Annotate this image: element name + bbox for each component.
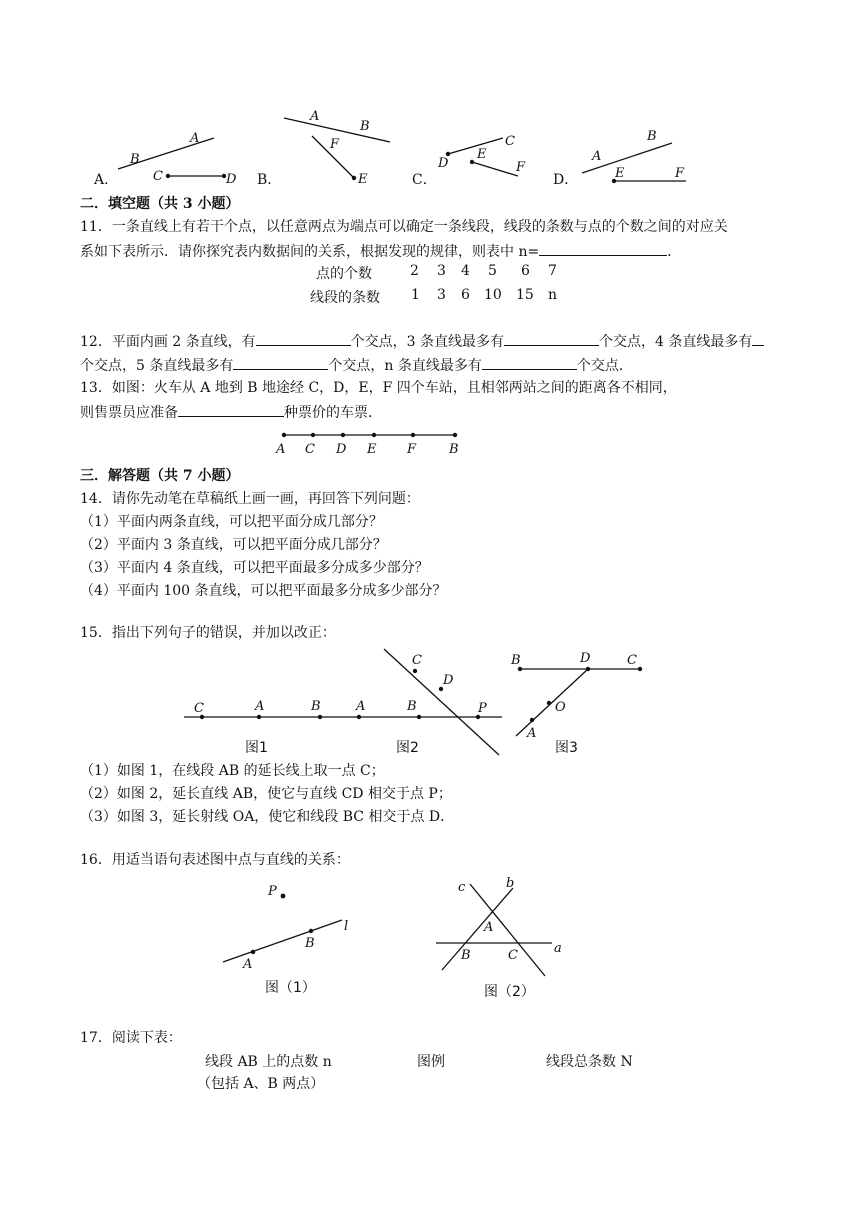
q14-item: （1）平面内两条直线，可以把平面分成几部分？	[80, 514, 383, 530]
q14-item: （2）平面内 3 条直线，可以把平面分成几部分？	[80, 537, 387, 553]
q15-item: （1）如图 1，在线段 AB 的延长线上取一点 C；	[80, 763, 385, 779]
option-a-label-c: C	[153, 169, 163, 184]
q11-row2-value: 10	[484, 287, 502, 303]
line-b	[442, 888, 513, 970]
svg-text:C: C	[508, 948, 518, 963]
q13-line1: 13．如图：火车从 A 地到 B 地途经 C，D，E，F 四个车站，且相邻两站之间的距离各不相同，	[80, 380, 677, 396]
q14-item: （4）平面内 100 条直线，可以把平面最多分成多少部分？	[80, 583, 447, 599]
fig3-caption: 图3	[555, 740, 578, 756]
q16-intro: 16．用适当语句表述图中点与直线的关系：	[80, 852, 350, 868]
svg-text:B: B	[305, 936, 315, 951]
q12-blank-5[interactable]	[482, 355, 577, 370]
svg-text:A: A	[484, 920, 494, 935]
svg-text:l: l	[344, 919, 349, 934]
fig2-caption: 图2	[396, 740, 419, 756]
station-label: D	[336, 442, 347, 457]
q11-row2-value: 3	[437, 287, 446, 303]
station-label: F	[407, 442, 417, 457]
q17-header-figure: 图例	[417, 1054, 445, 1070]
q11-row1-value: 3	[437, 263, 446, 279]
svg-text:O: O	[555, 700, 566, 715]
q11-line1: 11．一条直线上有若干个点，以任意两点为端点可以确定一条线段，线段的条数与点的个数之间的对应关	[80, 219, 728, 235]
option-d-label-a: A	[592, 149, 602, 164]
option-c-ray-dc	[448, 138, 503, 154]
section-2-heading: 二．填空题（共 3 小题）	[80, 196, 240, 212]
q17-header-total: 线段总条数 N	[546, 1054, 633, 1070]
svg-text:P: P	[268, 884, 277, 899]
option-d-label-f: F	[675, 166, 685, 181]
q14-intro: 14．请你先动笔在草稿纸上画一画，再回答下列问题：	[80, 491, 420, 507]
q11-answer-blank[interactable]	[539, 241, 667, 256]
q11-row1-value: 4	[461, 263, 470, 279]
option-b-label-e: E	[358, 172, 368, 187]
q11-row1-value: 5	[488, 263, 497, 279]
q11-row1-label: 点的个数	[316, 266, 372, 282]
station-label: E	[367, 442, 377, 457]
svg-text:b: b	[506, 876, 515, 891]
q13-station-line	[0, 425, 860, 461]
q11-row1-value: 7	[548, 263, 557, 279]
fig1-caption: 图1	[245, 740, 268, 756]
q12-blank-1[interactable]	[256, 331, 351, 346]
q17-header-n: 线段 AB 上的点数 n	[205, 1054, 332, 1070]
option-b-point-e	[352, 176, 356, 180]
option-c-label-d: D	[438, 156, 449, 171]
option-b: B．	[257, 172, 282, 188]
svg-text:D: D	[580, 651, 591, 666]
q16-figures	[0, 870, 860, 980]
option-d-label-b: B	[647, 129, 657, 144]
option-c-ray-ef	[472, 162, 518, 176]
q11-row1-value: 2	[410, 263, 419, 279]
svg-text:c: c	[458, 880, 466, 895]
q11-line2: 系如下表所示．请你探究表内数据间的关系，根据发现的规律，则表中 n= ．	[80, 241, 681, 262]
q11-row2-label: 线段的条数	[310, 290, 380, 306]
section-3-heading: 三．解答题（共 7 小题）	[80, 468, 240, 484]
q11-row2-value: n	[548, 287, 558, 303]
svg-text:A: A	[527, 726, 537, 741]
option-d: D．	[553, 172, 579, 188]
svg-text:a: a	[554, 941, 562, 956]
option-c-label-f: F	[516, 160, 526, 175]
option-c: C．	[412, 172, 437, 188]
q17-subheader: （包括 A、B 两点）	[197, 1076, 325, 1092]
q11-table-row-points	[0, 263, 860, 283]
q15-item: （3）如图 3，延长射线 OA，使它和线段 BC 相交于点 D．	[80, 809, 455, 825]
q11-row2-value: 1	[411, 287, 420, 303]
option-a-label-d: D	[226, 172, 237, 187]
svg-text:B: B	[511, 653, 521, 668]
option-a-label-b: B	[130, 152, 140, 167]
q15-item: （2）如图 2，延长直线 AB，使它与直线 CD 相交于点 P；	[80, 786, 452, 802]
q12-line2: 个交点，5 条直线最多有 个交点，n 条直线最多有 个交点．	[80, 355, 633, 376]
svg-text:A: A	[255, 699, 265, 714]
q15-intro: 15．指出下列句子的错误，并加以改正：	[80, 625, 336, 641]
option-c-label-c: C	[505, 134, 515, 149]
option-c-point-e	[470, 160, 474, 164]
option-a-point-c	[166, 174, 170, 178]
q11-row2-value: 6	[461, 287, 470, 303]
q17-intro: 17．阅读下表：	[80, 1030, 182, 1046]
svg-text:B: B	[461, 948, 471, 963]
q11-table-row-segments	[0, 287, 860, 307]
svg-text:C: C	[194, 701, 204, 716]
q15-figures	[0, 640, 860, 740]
q13-line2: 则售票员应准备 种票价的车票．	[80, 402, 382, 423]
svg-text:B: B	[407, 699, 417, 714]
svg-text:B: B	[311, 699, 321, 714]
q11-row2-value: 15	[516, 287, 534, 303]
q12-blank-2[interactable]	[504, 331, 599, 346]
svg-text:A: A	[243, 957, 253, 972]
option-a: A．	[94, 172, 119, 188]
svg-text:C: C	[412, 653, 422, 668]
svg-text:C: C	[627, 653, 637, 668]
svg-text:D: D	[443, 673, 454, 688]
option-c-label-e: E	[477, 147, 487, 162]
option-b-label-f: F	[330, 137, 340, 152]
station-label: A	[276, 442, 286, 457]
q11-row1-value: 6	[521, 263, 530, 279]
q13-answer-blank[interactable]	[178, 402, 284, 417]
station-label: B	[449, 442, 459, 457]
q12-line1: 12．平面内画 2 条直线，有 个交点，3 条直线最多有 个交点，4 条直线最多有	[80, 331, 764, 352]
option-a-label-a: A	[190, 131, 200, 146]
q14-item: （3）平面内 4 条直线，可以把平面最多分成多少部分？	[80, 560, 429, 576]
svg-text:A: A	[356, 699, 366, 714]
q16-fig2-caption: 图（2）	[484, 984, 535, 1000]
q12-blank-3[interactable]	[752, 331, 764, 346]
q16-fig1-caption: 图（1）	[265, 980, 316, 996]
station-label: C	[305, 442, 315, 457]
line-l	[223, 920, 342, 962]
q12-blank-4[interactable]	[233, 355, 328, 370]
option-b-label-b: B	[360, 119, 370, 134]
option-b-label-a: A	[310, 109, 320, 124]
option-d-label-e: E	[615, 166, 625, 181]
svg-text:P: P	[478, 701, 487, 716]
